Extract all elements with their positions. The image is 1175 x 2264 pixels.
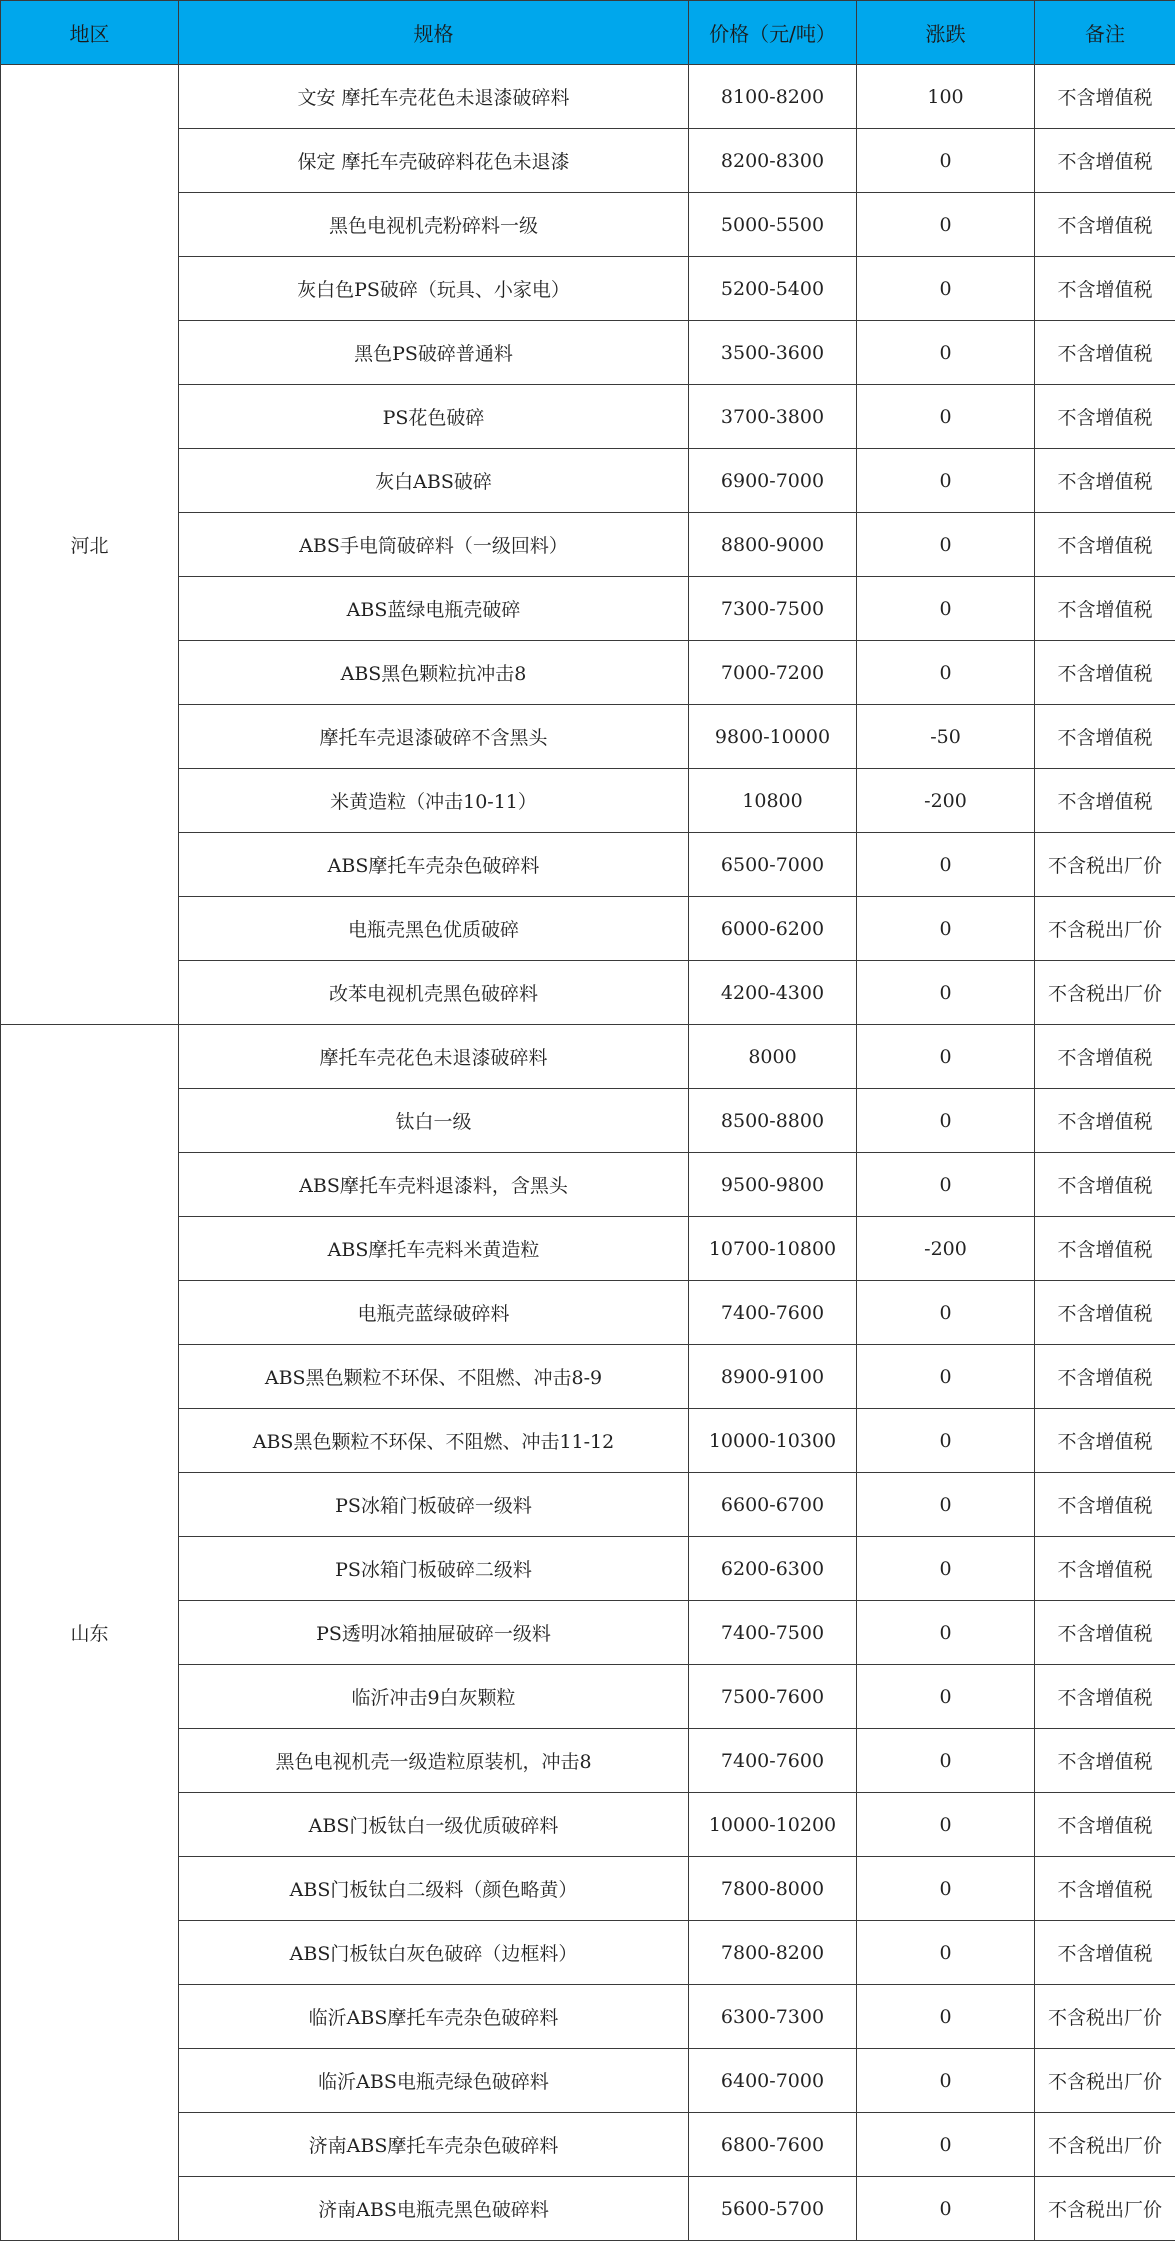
change-cell: 0 — [857, 897, 1035, 961]
spec-cell: 钛白一级 — [179, 1089, 689, 1153]
region-cell: 河北 — [1, 65, 179, 1025]
spec-cell: 改苯电视机壳黑色破碎料 — [179, 961, 689, 1025]
change-cell: 0 — [857, 1153, 1035, 1217]
spec-cell: ABS黑色颗粒不环保、不阻燃、冲击8-9 — [179, 1345, 689, 1409]
table-row — [1, 65, 1175, 129]
table-body — [1, 65, 1175, 2241]
price-cell: 6200-6300 — [689, 1537, 857, 1601]
spec-cell: 灰白ABS破碎 — [179, 449, 689, 513]
spec-cell: 电瓶壳蓝绿破碎料 — [179, 1281, 689, 1345]
header-price: 价格（元/吨） — [689, 1, 857, 65]
remark-cell: 不含税出厂价 — [1035, 833, 1175, 897]
remark-cell: 不含增值税 — [1035, 769, 1175, 833]
price-cell: 7400-7500 — [689, 1601, 857, 1665]
remark-cell: 不含增值税 — [1035, 1793, 1175, 1857]
price-cell: 10700-10800 — [689, 1217, 857, 1281]
price-cell: 6600-6700 — [689, 1473, 857, 1537]
change-cell: 0 — [857, 1857, 1035, 1921]
change-cell: -200 — [857, 769, 1035, 833]
remark-cell: 不含增值税 — [1035, 577, 1175, 641]
price-cell: 7400-7600 — [689, 1281, 857, 1345]
spec-cell: 黑色电视机壳一级造粒原装机，冲击8 — [179, 1729, 689, 1793]
change-cell: 0 — [857, 961, 1035, 1025]
table-header — [1, 1, 1175, 65]
spec-cell: PS透明冰箱抽屉破碎一级料 — [179, 1601, 689, 1665]
remark-cell: 不含增值税 — [1035, 257, 1175, 321]
spec-cell: 电瓶壳黑色优质破碎 — [179, 897, 689, 961]
spec-cell: 摩托车壳退漆破碎不含黑头 — [179, 705, 689, 769]
header-spec: 规格 — [179, 1, 689, 65]
price-cell: 8200-8300 — [689, 129, 857, 193]
remark-cell: 不含增值税 — [1035, 1025, 1175, 1089]
price-cell: 8900-9100 — [689, 1345, 857, 1409]
remark-cell: 不含增值税 — [1035, 1601, 1175, 1665]
remark-cell: 不含税出厂价 — [1035, 1985, 1175, 2049]
spec-cell: 临沂ABS电瓶壳绿色破碎料 — [179, 2049, 689, 2113]
change-cell: 0 — [857, 2049, 1035, 2113]
remark-cell: 不含税出厂价 — [1035, 961, 1175, 1025]
remark-cell: 不含增值税 — [1035, 1281, 1175, 1345]
price-cell: 8500-8800 — [689, 1089, 857, 1153]
remark-cell: 不含税出厂价 — [1035, 897, 1175, 961]
price-cell: 8000 — [689, 1025, 857, 1089]
price-cell: 8800-9000 — [689, 513, 857, 577]
spec-cell: PS冰箱门板破碎二级料 — [179, 1537, 689, 1601]
region-cell: 山东 — [1, 1025, 179, 2241]
price-cell: 7500-7600 — [689, 1665, 857, 1729]
remark-cell: 不含增值税 — [1035, 513, 1175, 577]
remark-cell: 不含增值税 — [1035, 65, 1175, 129]
remark-cell: 不含增值税 — [1035, 1665, 1175, 1729]
spec-cell: ABS门板钛白二级料（颜色略黄） — [179, 1857, 689, 1921]
remark-cell: 不含增值税 — [1035, 1729, 1175, 1793]
spec-cell: 临沂冲击9白灰颗粒 — [179, 1665, 689, 1729]
spec-cell: PS冰箱门板破碎一级料 — [179, 1473, 689, 1537]
spec-cell: ABS摩托车壳杂色破碎料 — [179, 833, 689, 897]
price-cell: 6500-7000 — [689, 833, 857, 897]
remark-cell: 不含增值税 — [1035, 641, 1175, 705]
change-cell: 0 — [857, 641, 1035, 705]
spec-cell: ABS蓝绿电瓶壳破碎 — [179, 577, 689, 641]
spec-cell: PS花色破碎 — [179, 385, 689, 449]
table-row — [1, 1025, 1175, 1089]
remark-cell: 不含增值税 — [1035, 1537, 1175, 1601]
remark-cell: 不含增值税 — [1035, 449, 1175, 513]
change-cell: 0 — [857, 1921, 1035, 1985]
remark-cell: 不含增值税 — [1035, 1089, 1175, 1153]
change-cell: 0 — [857, 129, 1035, 193]
header-remark: 备注 — [1035, 1, 1175, 65]
spec-cell: 文安 摩托车壳花色未退漆破碎料 — [179, 65, 689, 129]
change-cell: 0 — [857, 1409, 1035, 1473]
price-cell: 5000-5500 — [689, 193, 857, 257]
spec-cell: ABS黑色颗粒抗冲击8 — [179, 641, 689, 705]
price-cell: 10800 — [689, 769, 857, 833]
remark-cell: 不含增值税 — [1035, 1345, 1175, 1409]
spec-cell: ABS门板钛白灰色破碎（边框料） — [179, 1921, 689, 1985]
change-cell: 0 — [857, 1089, 1035, 1153]
price-cell: 7800-8200 — [689, 1921, 857, 1985]
change-cell: 0 — [857, 193, 1035, 257]
change-cell: 0 — [857, 1025, 1035, 1089]
change-cell: -200 — [857, 1217, 1035, 1281]
remark-cell: 不含增值税 — [1035, 193, 1175, 257]
spec-cell: 黑色电视机壳粉碎料一级 — [179, 193, 689, 257]
change-cell: 0 — [857, 2113, 1035, 2177]
change-cell: -50 — [857, 705, 1035, 769]
header-region: 地区 — [1, 1, 179, 65]
change-cell: 0 — [857, 1473, 1035, 1537]
remark-cell: 不含增值税 — [1035, 1409, 1175, 1473]
change-cell: 0 — [857, 513, 1035, 577]
price-cell: 9500-9800 — [689, 1153, 857, 1217]
price-cell: 4200-4300 — [689, 961, 857, 1025]
price-cell: 7300-7500 — [689, 577, 857, 641]
change-cell: 0 — [857, 385, 1035, 449]
price-cell: 5200-5400 — [689, 257, 857, 321]
price-cell: 6000-6200 — [689, 897, 857, 961]
remark-cell: 不含增值税 — [1035, 1921, 1175, 1985]
spec-cell: 黑色PS破碎普通料 — [179, 321, 689, 385]
header-change: 涨跌 — [857, 1, 1035, 65]
price-cell: 3700-3800 — [689, 385, 857, 449]
change-cell: 0 — [857, 1729, 1035, 1793]
change-cell: 0 — [857, 1537, 1035, 1601]
spec-cell: ABS手电筒破碎料（一级回料） — [179, 513, 689, 577]
change-cell: 0 — [857, 449, 1035, 513]
change-cell: 0 — [857, 2177, 1035, 2241]
remark-cell: 不含增值税 — [1035, 1857, 1175, 1921]
change-cell: 0 — [857, 1345, 1035, 1409]
price-cell: 7000-7200 — [689, 641, 857, 705]
spec-cell: ABS门板钛白一级优质破碎料 — [179, 1793, 689, 1857]
remark-cell: 不含增值税 — [1035, 1217, 1175, 1281]
price-cell: 8100-8200 — [689, 65, 857, 129]
price-cell: 6300-7300 — [689, 1985, 857, 2049]
spec-cell: 济南ABS摩托车壳杂色破碎料 — [179, 2113, 689, 2177]
change-cell: 0 — [857, 1665, 1035, 1729]
price-cell: 5600-5700 — [689, 2177, 857, 2241]
spec-cell: 灰白色PS破碎（玩具、小家电） — [179, 257, 689, 321]
header-row — [1, 1, 1175, 65]
spec-cell: 摩托车壳花色未退漆破碎料 — [179, 1025, 689, 1089]
price-cell: 6400-7000 — [689, 2049, 857, 2113]
remark-cell: 不含增值税 — [1035, 1473, 1175, 1537]
spec-cell: 保定 摩托车壳破碎料花色未退漆 — [179, 129, 689, 193]
price-cell: 9800-10000 — [689, 705, 857, 769]
remark-cell: 不含税出厂价 — [1035, 2049, 1175, 2113]
spec-cell: ABS黑色颗粒不环保、不阻燃、冲击11-12 — [179, 1409, 689, 1473]
change-cell: 0 — [857, 1281, 1035, 1345]
remark-cell: 不含增值税 — [1035, 705, 1175, 769]
price-cell: 7400-7600 — [689, 1729, 857, 1793]
price-cell: 3500-3600 — [689, 321, 857, 385]
remark-cell: 不含税出厂价 — [1035, 2177, 1175, 2241]
remark-cell: 不含增值税 — [1035, 321, 1175, 385]
change-cell: 0 — [857, 833, 1035, 897]
spec-cell: ABS摩托车壳料退漆料，含黑头 — [179, 1153, 689, 1217]
spec-cell: ABS摩托车壳料米黄造粒 — [179, 1217, 689, 1281]
change-cell: 0 — [857, 1601, 1035, 1665]
spec-cell: 临沂ABS摩托车壳杂色破碎料 — [179, 1985, 689, 2049]
spec-cell: 济南ABS电瓶壳黑色破碎料 — [179, 2177, 689, 2241]
price-cell: 10000-10200 — [689, 1793, 857, 1857]
price-cell: 10000-10300 — [689, 1409, 857, 1473]
change-cell: 0 — [857, 257, 1035, 321]
remark-cell: 不含增值税 — [1035, 1153, 1175, 1217]
change-cell: 100 — [857, 65, 1035, 129]
change-cell: 0 — [857, 1985, 1035, 2049]
price-cell: 6900-7000 — [689, 449, 857, 513]
remark-cell: 不含增值税 — [1035, 385, 1175, 449]
remark-cell: 不含增值税 — [1035, 129, 1175, 193]
change-cell: 0 — [857, 577, 1035, 641]
spec-cell: 米黄造粒（冲击10-11） — [179, 769, 689, 833]
change-cell: 0 — [857, 321, 1035, 385]
remark-cell: 不含税出厂价 — [1035, 2113, 1175, 2177]
change-cell: 0 — [857, 1793, 1035, 1857]
price-cell: 6800-7600 — [689, 2113, 857, 2177]
price-cell: 7800-8000 — [689, 1857, 857, 1921]
